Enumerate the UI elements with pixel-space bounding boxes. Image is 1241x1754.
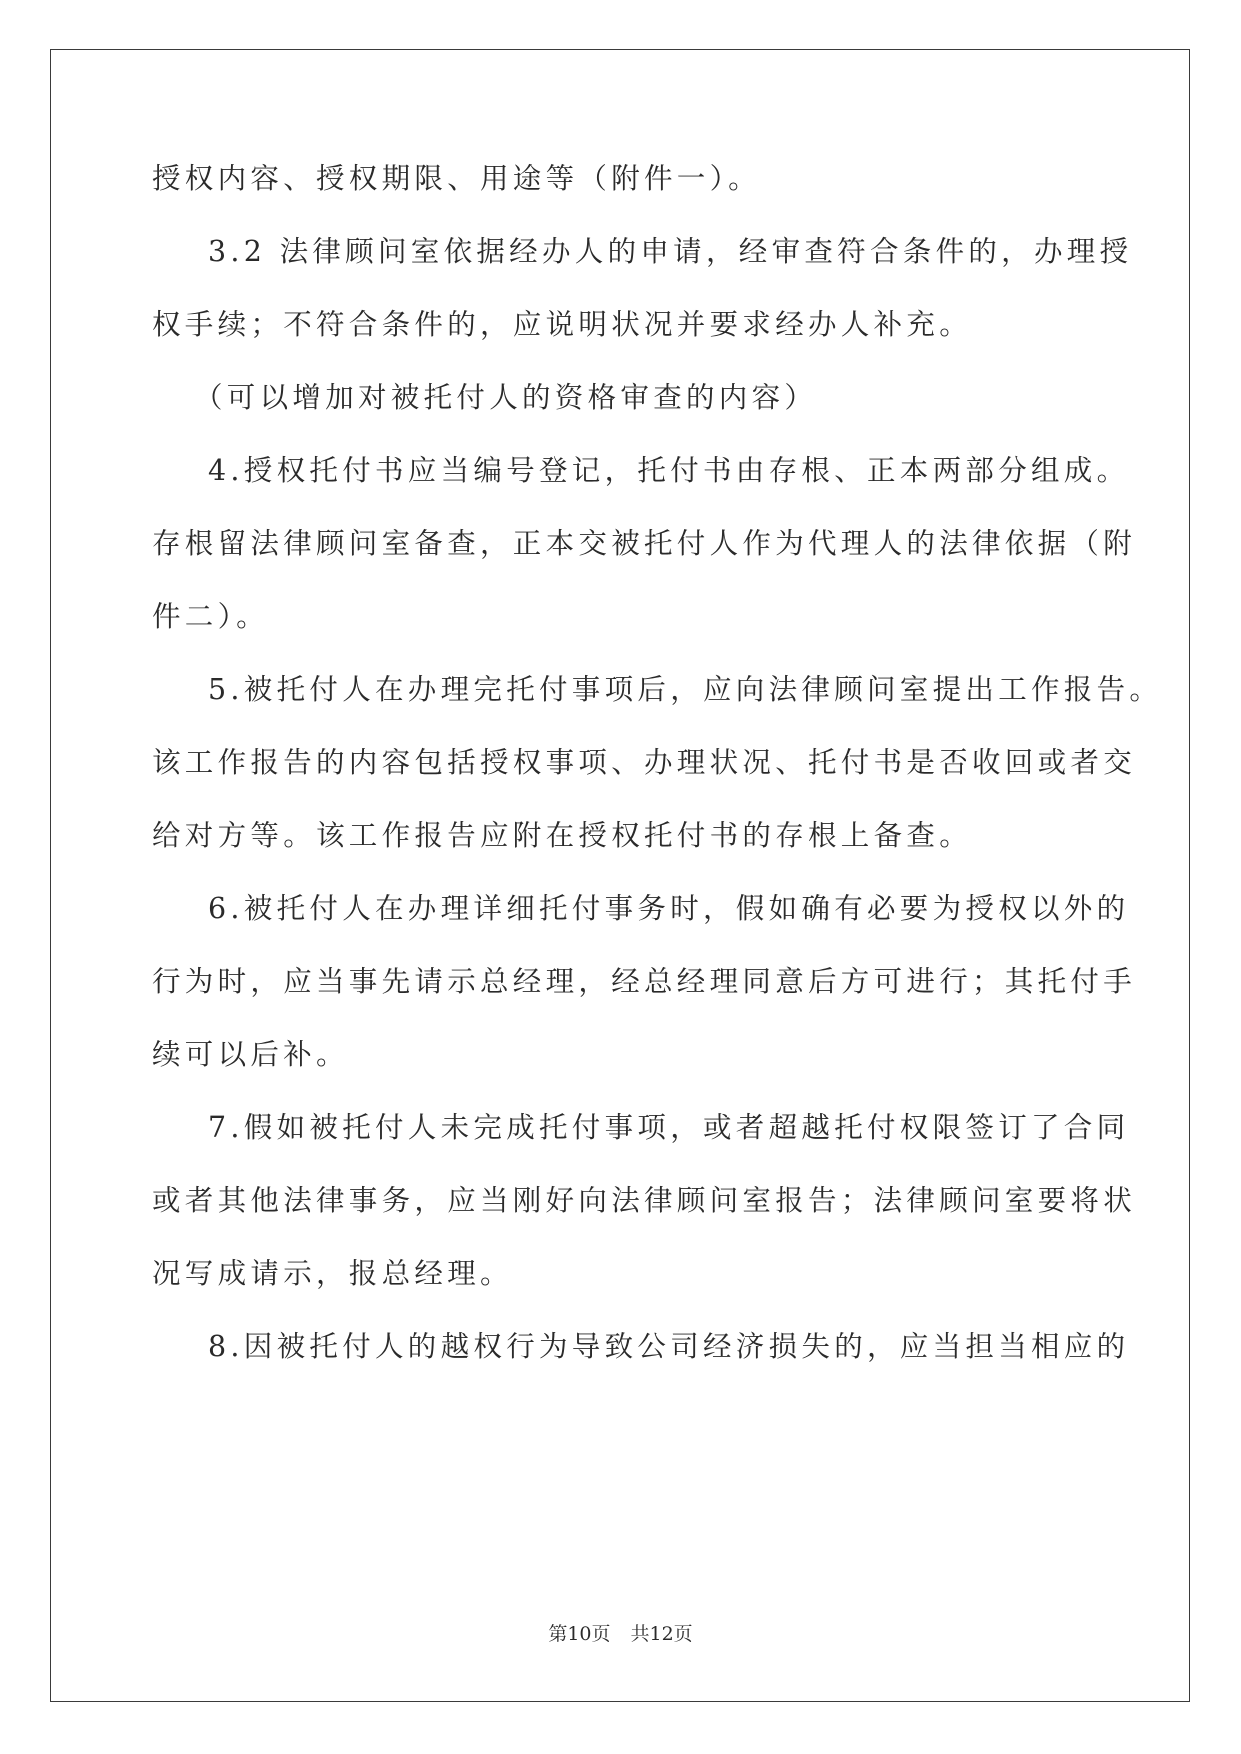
note-line: （可以增加对被托付人的资格审查的内容） — [194, 381, 818, 414]
text-line: 行为时，应当事先请示总经理，经总经理同意后方可进行；其托付手 — [152, 965, 1137, 998]
paragraph-8-line: 8.因被托付人的越权行为导致公司经济损失的，应当担当相应的 — [208, 1330, 1130, 1363]
paragraph-6-line: 6.被托付人在办理详细托付事务时，假如确有必要为授权以外的 — [208, 892, 1130, 925]
text-line: 给对方等。该工作报告应附在授权托付书的存根上备查。 — [152, 819, 973, 852]
paragraph-7-line: 7.假如被托付人未完成托付事项，或者超越托付权限签订了合同 — [208, 1111, 1130, 1144]
total-pages: 共12页 — [630, 1623, 693, 1645]
text-line: 该工作报告的内容包括授权事项、办理状况、托付书是否收回或者交 — [152, 746, 1137, 779]
page-border — [50, 49, 1190, 1702]
text-line: 或者其他法律事务，应当刚好向法律顾问室报告；法律顾问室要将状 — [152, 1184, 1137, 1217]
paragraph-3-2-line: 3.2 法律顾问室依据经办人的申请，经审查符合条件的，办理授 — [208, 235, 1133, 268]
text-line: 续可以后补。 — [152, 1038, 349, 1071]
page-footer — [0, 1622, 1241, 1646]
text-line: 况写成请示，报总经理。 — [152, 1257, 513, 1290]
paragraph-5-line: 5.被托付人在办理完托付事项后，应向法律顾问室提出工作报告。 — [208, 673, 1163, 706]
text-line: 件二）。 — [152, 600, 269, 633]
paragraph-4-line: 4.授权托付书应当编号登记，托付书由存根、正本两部分组成。 — [208, 454, 1130, 487]
text-line: 授权内容、授权期限、用途等（附件一）。 — [152, 162, 761, 195]
current-page-number: 第10页 — [548, 1623, 611, 1645]
text-line: 权手续；不符合条件的，应说明状况并要求经办人补充。 — [152, 308, 973, 341]
text-line: 存根留法律顾问室备查，正本交被托付人作为代理人的法律依据（附 — [152, 527, 1137, 560]
